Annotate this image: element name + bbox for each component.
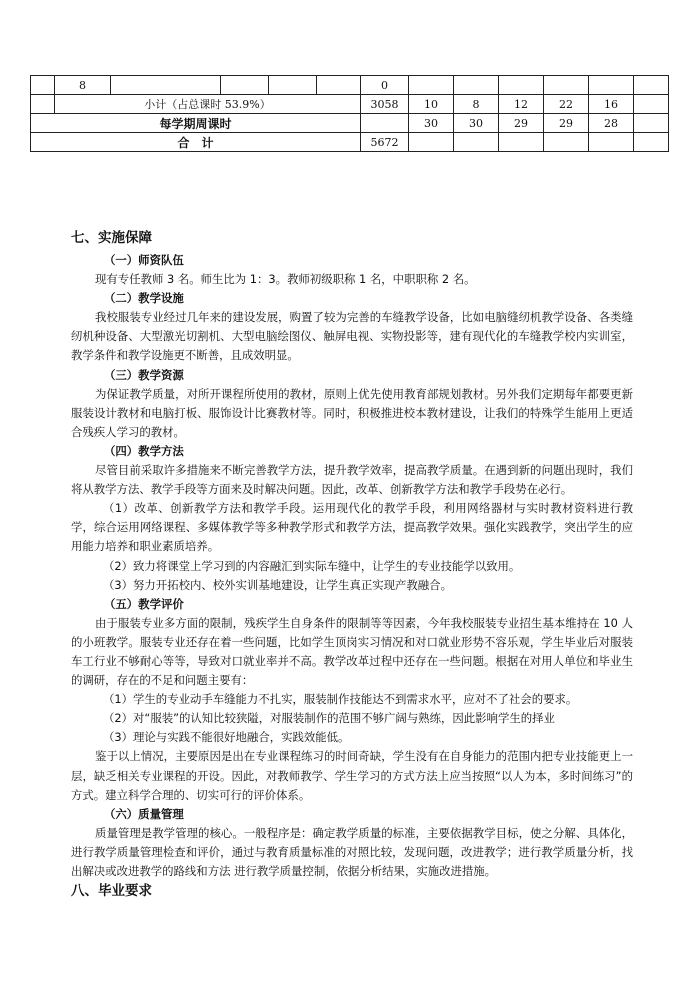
- term-cell: 30: [409, 114, 454, 133]
- subsection-heading: （一）师资队伍: [104, 253, 184, 267]
- term-cell: 8: [454, 95, 499, 114]
- subtotal-row: [31, 95, 669, 114]
- term-cell: 10: [409, 95, 454, 114]
- subsection-heading: （六）质量管理: [104, 806, 184, 821]
- term-cell: 30: [454, 114, 499, 133]
- term-cell: 29: [499, 114, 544, 133]
- paragraph: 我校服装专业经过几年来的建设发展，购置了较为完善的车缝教学设备，比如电脑缝纫机教学设备、各类缝纫机种设备、大型激光切割机、大型电脑绘图仪、触屏电视、实物投影等，建有现代化的车缝教学校内实训室，教学条件和教学设施更不断善，且成效明显。: [71, 310, 633, 363]
- term-cell: 29: [544, 114, 589, 133]
- term-cell: 28: [589, 114, 634, 133]
- row-index-cell: 8: [55, 76, 111, 95]
- total-row: [31, 133, 669, 152]
- list-item: （2）致力将课堂上学习到的内容融汇到实际车缝中，让学生的专业技能学以致用。: [103, 558, 521, 573]
- subsection-heading: （二）教学设施: [104, 291, 184, 306]
- subtotal-hours: 3058: [361, 95, 409, 114]
- course-hours-table: [30, 75, 669, 152]
- weekly-hours-label: 每学期周课时: [31, 114, 361, 133]
- total-label: 合 计: [31, 133, 361, 152]
- paragraph: 质量管理是教学管理的核心。一般程序是：确定教学质量的标准，主要依据教学目标，使之分解、具体化，进行教学质量管理检查和评价，通过与教育质量标准的对照比较，发现问题，改进教学；进行教学质量分析，找出解决或改进教学的路线和方法 进行教学质量控制，依据分析结果，实施改进措施。: [71, 825, 633, 878]
- paragraph: 尽管目前采取许多措施来不断完善教学方法，提升教学效率，提高教学质量。在遇到新的问题出现时，我们将从教学方法、教学手段等方面来及时解决问题。因此，改革、创新教学方法和教学手段势在必行。: [71, 463, 633, 497]
- hours-cell: 0: [361, 76, 409, 95]
- term-cell: 22: [544, 95, 589, 114]
- table-row: [31, 76, 669, 95]
- total-hours: 5672: [361, 133, 409, 152]
- list-item: （1）学生的专业动手车缝能力不扎实，服装制作技能达不到需求水平，应对不了社会的要求。: [103, 692, 578, 707]
- term-cell: 16: [589, 95, 634, 114]
- section-heading: 八、毕业要求: [71, 883, 152, 900]
- document-body: [71, 225, 633, 901]
- subsection-heading: （五）教学评价: [104, 596, 184, 611]
- list-item: （1）改革、创新教学方法和教学手段。运用现代化的教学手段，利用网络器材与实时教材资料进行教学，综合运用网络课程、多媒体教学等多种教学形式和教学方法，提高教学效果。强化实践教学，突出学生的应用能力培养和职业素质培养。: [71, 501, 633, 554]
- term-cell: 12: [499, 95, 544, 114]
- paragraph: 现有专任教师 3 名。师生比为 1：3。教师初级职称 1 名，中职职称 2 名。: [95, 272, 476, 287]
- subsection-heading: （四）教学方法: [104, 443, 184, 458]
- weekly-hours-row: [31, 114, 669, 133]
- paragraph: 为保证教学质量，对所开课程所使用的教材，原则上优先使用教育部规划教材。另外我们定期每年都要更新服装设计教材和电脑打板、服饰设计比赛教材等。同时，积极推进校本教材建设，让我们的特殊学生能用上更适合残疾人学习的教材。: [71, 386, 633, 439]
- subtotal-label: 小计（占总课时 53.9%）: [55, 95, 361, 114]
- list-item: （3）努力开拓校内、校外实训基地建设，让学生真正实现产教融合。: [103, 577, 452, 592]
- subsection-heading: （三）教学资源: [104, 367, 184, 382]
- paragraph: 由于服装专业多方面的限制，残疾学生自身条件的限制等等因素，今年我校服装专业招生基本维持在 10 人的小班教学。服装专业还存在着一些问题，比如学生顶岗实习情况和对口就业形势不容乐观，学生毕业后对服装车工行业不够耐心等等，导致对口就业率并不高。教学改革过程中还存在一些问题。根据在对用人单位和毕业生的调研，存在的不足和问题主要有：: [71, 615, 633, 688]
- list-item: （3）理论与实践不能很好地融合，实践效能低。: [103, 730, 350, 745]
- section-heading: 七、实施保障: [71, 230, 152, 246]
- list-item: （2）对“服装”的认知比较狭隘，对服装制作的范围不够广阔与熟练，因此影响学生的择业: [103, 711, 555, 726]
- paragraph: 鉴于以上情况，主要原因是出在专业课程练习的时间奇缺，学生没有在自身能力的范围内把专业技能更上一层，缺乏相关专业课程的开设。因此，对教师教学、学生学习的方式方法上应当按照“以人为本，多时间练习”的方式。建立科学合理的、切实可行的评价体系。: [71, 749, 633, 802]
